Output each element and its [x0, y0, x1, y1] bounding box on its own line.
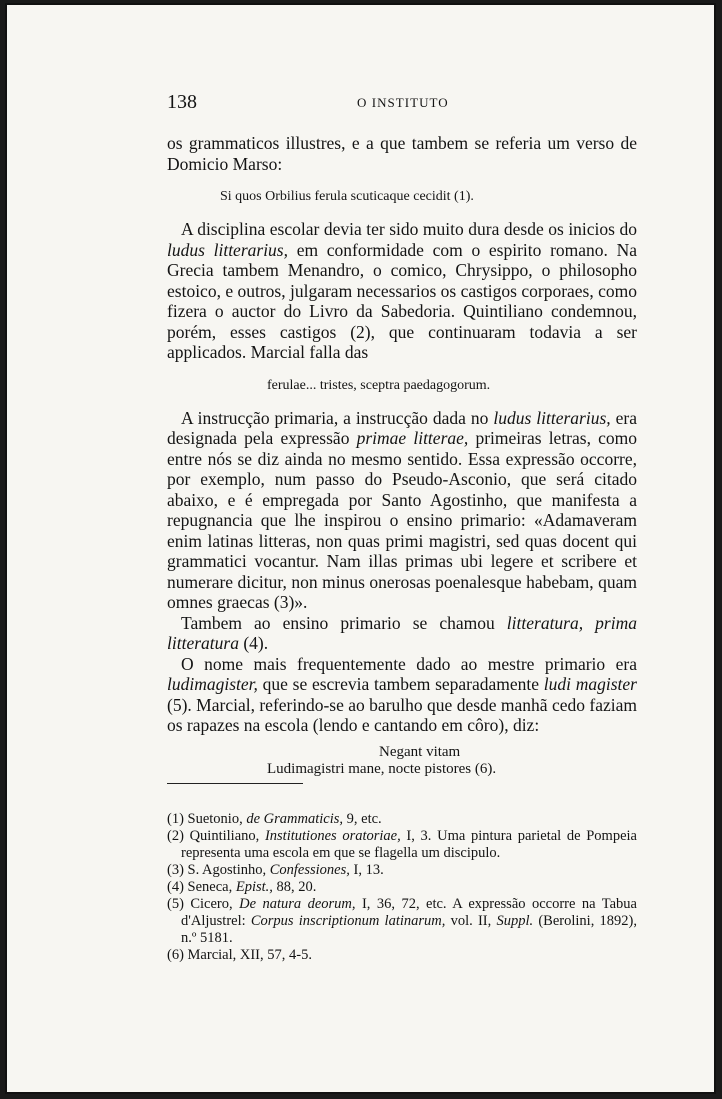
footnote-divider [167, 783, 303, 784]
footnote-2: (2) Quintiliano, Institutiones oratoriae, I, 3. Uma pintura parietal de Pompeia representa uma escola em que se flagella um discipulo. [167, 828, 637, 861]
footnote-1: (1) Suetonio, de Grammaticis, 9, etc. [167, 811, 382, 827]
main-text [167, 133, 637, 778]
paragraph-1: os grammaticos illustres, e a que tambem se referia um verso de Domicio Marso: [167, 133, 637, 174]
paragraph-3: A instrucção primaria, a instrucção dada no ludus litterarius, era designada pela expressão primae litterae, primeiras letras, como entre nós se diz ainda no mesmo sentido. Essa expressão occorre, por exemplo, num passo do Pseudo-Asconio, que será citado abaixo, e é empregada por Santo Agostinho, que manifesta a repugnancia que lhe inspirou o ensino primario: «Adamaveram enim latinas litteras, non quas primi magistri, sed quas docent qui grammatici vocantur. Nam illas primas ubi legere et scribere et numerare dicitur, non minus onerosas poenalesque habebam, quam omnes graecas (3)». [167, 407, 638, 612]
verse-line-2: Ludimagistri mane, nocte pistores (6). [267, 760, 497, 777]
paragraph-2: A disciplina escolar devia ter sido muito dura desde os inicios do ludus litterarius, em conformidade com o espirito romano. Na Grecia tambem Menandro, o comico, Chrysippo, o philosopho estoico, e outros, julgaram necessarios os castigos corporaes, como fizera o auctor do Livro da Sabedoria. Quintiliano condemnou, porém, esses castigos (2), que continuaram todavia a ser applicados. Marcial falla das [167, 219, 637, 362]
paragraph-5: O nome mais frequentemente dado ao mestre primario era ludimagister, que se escrevia tambem separadamente ludi magister (5). Marcial, referindo-se ao barulho que desde manhã cedo faziam os rapazes na escola (lendo e cantando em côro), diz: [167, 653, 637, 735]
running-title: O INSTITUTO [357, 95, 449, 110]
page-header [167, 91, 637, 115]
book-page [5, 3, 716, 1094]
footnote-6: (6) Marcial, XII, 57, 4-5. [167, 947, 312, 963]
footnote-5: (5) Cicero, De natura deorum, I, 36, 72, etc. A expressão occorre na Tabua d'Aljustrel: Corpus inscriptionum latinarum, vol. II, Suppl. (Berolini, 1892), n.º 5181. [167, 896, 638, 946]
verse-line-1: Negant vitam [379, 743, 461, 760]
footnotes [167, 811, 637, 964]
paragraph-4: Tambem ao ensino primario se chamou litteratura, prima litteratura (4). [167, 612, 637, 653]
quotation-ferulae: ferulae... tristes, sceptra paedagogorum. [267, 377, 491, 393]
page-number: 138 [167, 91, 197, 113]
footnote-4: (4) Seneca, Epist., 88, 20. [167, 879, 317, 895]
quotation-orbilius: Si quos Orbilius ferula scuticaque cecidit (1). [220, 189, 474, 204]
footnote-3: (3) S. Agostinho, Confessiones, I, 13. [167, 862, 384, 878]
